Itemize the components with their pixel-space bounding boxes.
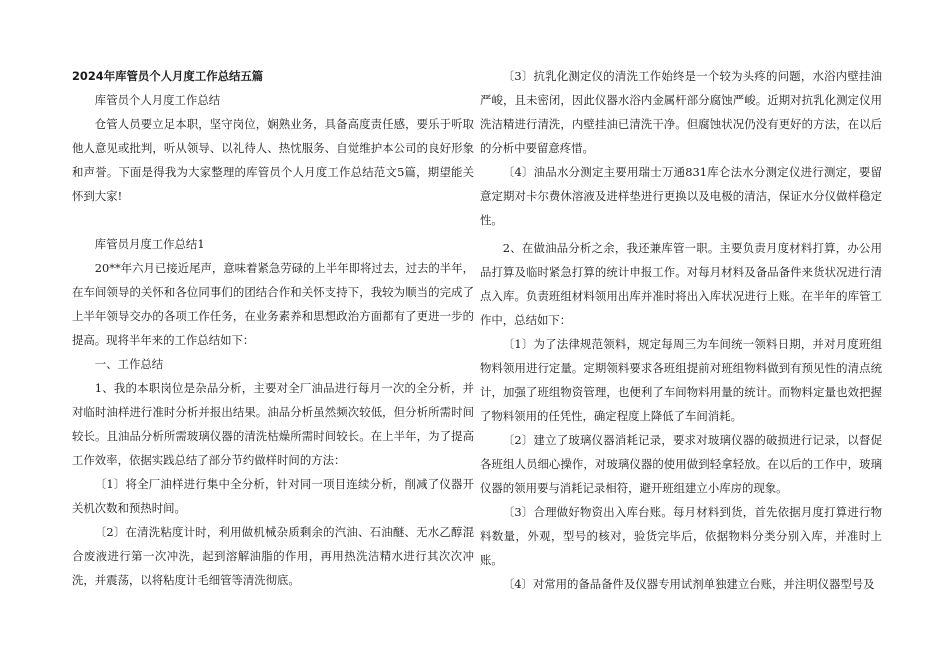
warehouse-item-1: 〔1〕为了法律规范领料，规定每周三为车间统一领料日期，并对月度班组物料领用进行定量。定期领料要求各班组提前对班组物料做到有预见性的清点统计，加强了班组物资管理，也便利了车间物料用量的统计。而物料定量也效把握了物料领用的任凭性，确定程度上降低了车间消耗。 — [480, 337, 882, 423]
warehouse-item-2: 〔2〕建立了玻璃仪器消耗记录，要求对玻璃仪器的破损进行记录，以督促各班组人员细心操作，对玻璃仪器的使用做到轻拿轻放。在以后的工作中，玻璃仪器的领用要与消耗记录相符，避开班组建立小库房的现象。 — [480, 433, 882, 495]
warehouse-item-4: 〔4〕对常用的备品备件及仪器专用试剂单独建立台账，并注明仪器型号及 — [502, 577, 875, 591]
warehouse-item-3: 〔3〕合理做好物资出入库台账。每月材料到货，首先依据月度打算进行物料数量，外观，型号的核对，验货完毕后，依据物料分类分别入库，并准时上账。 — [480, 505, 882, 567]
section-heading: 库管员月度工作总结1 — [94, 237, 205, 251]
left-column — [72, 64, 474, 592]
intro-paragraph: 仓管人员要立足本职，坚守岗位，娴熟业务，具备高度责任感，要乐于听取他人意见或批判，听从领导、以礼待人、热忱服务、自觉维护本公司的良好形象和声誉。下面是得我为大家整理的库管员个人月度工作总结范文5篇，期望能关怀到大家! — [72, 117, 474, 203]
sub-item-4: 〔4〕油品水分测定主要用瑞士万通831库仑法水分测定仪进行测定，要留意定期对卡尔费休溶液及进样垫进行更换以及电极的清洁，保证水分仪做样稳定性。 — [480, 165, 882, 227]
paragraph-gap — [72, 208, 474, 232]
item-1-paragraph: 1、我的本职岗位是杂品分析，主要对全厂油品进行每月一次的全分析，并对临时油样进行准时分析并报出结果。油品分析虽然频次较低，但分析所需时间较长。且油品分析所需玻璃仪器的清洗枯燥所需时间较长。在上半年，为了提高工作效率，依据实践总结了部分节约做样时间的方法： — [72, 381, 474, 467]
opening-paragraph: 20**年六月已接近尾声，意味着紧急劳碌的上半年即将过去，过去的半年，在车间领导的关怀和各位同事们的团结合作和关怀支持下，我较为顺当的完成了上半年领导交办的各项工作任务，在业务素养和思想政治方面都有了更进一步的提高。现将半年来的工作总结如下： — [72, 261, 474, 347]
item-2-paragraph: 2、在做油品分析之余，我还兼库管一职。主要负责月度材料打算，办公用品打算及临时紧急打算的统计申报工作。对每月材料及备品备件来货状况进行清点入库。负责班组材料领用出库并准时将出入库状况进行上账。在半年的库管工作中，总结如下： — [480, 241, 882, 327]
subtitle: 库管员个人月度工作总结 — [94, 93, 221, 107]
sub-item-1: 〔1〕将全厂油样进行集中全分析，针对同一项目连续分析，削减了仪器开关机次数和预热时间。 — [72, 477, 474, 515]
right-column — [480, 64, 882, 596]
sub-item-3: 〔3〕抗乳化测定仪的清洗工作始终是一个较为头疼的问题，水浴内壁挂油严峻，且未密闭，因此仪器水浴内金属杆部分腐蚀严峻。近期对抗乳化测定仪用洗洁精进行清洗，内壁挂油已清洗干净。但腐蚀状况仍没有更好的方法，在以后的分析中要留意疼惜。 — [480, 69, 882, 155]
work-summary-heading: 一、工作总结 — [94, 357, 164, 371]
document-title: 2024年库管员个人月度工作总结五篇 — [72, 69, 264, 83]
sub-item-2: 〔2〕在清洗粘度计时，利用做机械杂质剩余的汽油、石油醚、无水乙醇混合废液进行第一次冲洗，起到溶解油脂的作用，再用热洗洁精水进行其次次冲洗，并震荡，以将粘度计毛细管等清洗彻底。 — [72, 525, 474, 587]
